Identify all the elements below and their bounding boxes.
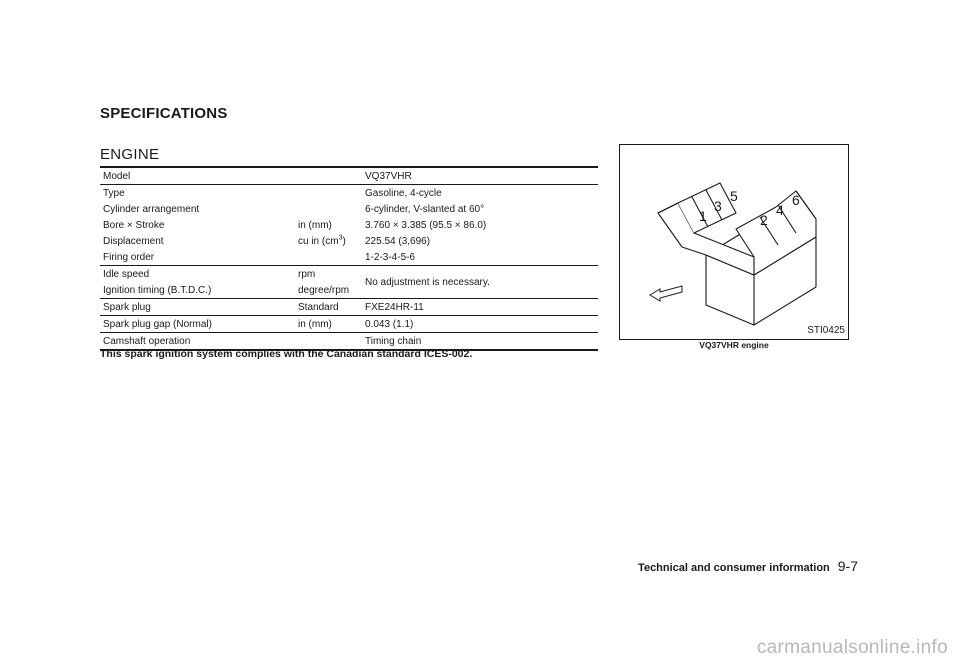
spec-unit (298, 233, 365, 249)
cylinder-label: 5 (730, 188, 738, 204)
spec-value: FXE24HR-11 (365, 299, 598, 316)
spec-value: Timing chain (365, 333, 598, 351)
spec-unit: degree/rpm (298, 284, 350, 296)
spec-value: 0.043 (1.1) (365, 316, 598, 333)
cylinder-label: 1 (699, 208, 707, 224)
spec-unit: Standard (298, 299, 365, 316)
watermark: carmanualsonline.info (756, 637, 948, 658)
spec-item: Type (100, 185, 298, 202)
table-row (100, 316, 598, 333)
unit-suffix: ) (342, 235, 346, 247)
spec-item: Spark plug (100, 299, 298, 316)
section-title: SPECIFICATIONS (100, 105, 228, 122)
spec-unit (298, 249, 365, 266)
table-row (100, 167, 598, 185)
spec-item: Ignition timing (B.T.D.C.) (103, 284, 212, 296)
spec-item: Spark plug gap (Normal) (100, 316, 298, 333)
table-row (100, 233, 598, 249)
spec-item: Idle speed (100, 266, 298, 283)
cylinder-label: 4 (776, 202, 784, 218)
spec-unit: rpm (298, 266, 365, 283)
table-row (100, 217, 598, 233)
front-arrow-icon (650, 286, 682, 301)
page-footer (638, 558, 858, 574)
spec-value: 225.54 (3,696) (365, 235, 431, 247)
spec-value: 3.760 × 3.385 (95.5 × 86.0) (365, 219, 487, 231)
spec-item: Displacement (103, 235, 164, 247)
cylinder-label: 3 (714, 198, 722, 214)
engine-spec-table (100, 166, 598, 351)
subsection-title: ENGINE (100, 146, 160, 163)
spec-item: Cylinder arrangement (103, 203, 200, 215)
cylinder-label: 2 (760, 212, 768, 228)
table-row (100, 249, 598, 266)
table-row (100, 266, 598, 283)
chapter-title: Technical and consumer information (638, 562, 830, 574)
engine-figure (619, 144, 849, 340)
compliance-note: This spark ignition system complies with the Canadian standard ICES-002. (100, 348, 473, 360)
table-row (100, 201, 598, 217)
table-row (100, 185, 598, 202)
spec-item: Camshaft operation (100, 333, 298, 351)
spec-value: Gasoline, 4-cycle (365, 185, 598, 202)
spec-unit: in (mm) (298, 316, 365, 333)
spec-unit (298, 185, 365, 202)
spec-item: Model (100, 167, 298, 185)
spec-item: Firing order (103, 251, 155, 263)
spec-value: No adjustment is necessary. (365, 266, 598, 299)
spec-unit (298, 201, 365, 217)
cylinder-label: 6 (792, 192, 800, 208)
figure-code: STI0425 (807, 325, 845, 336)
figure-caption: VQ37VHR engine (699, 340, 769, 350)
unit-prefix: cu in (cm (298, 235, 339, 247)
spec-value: 6-cylinder, V-slanted at 60° (365, 203, 485, 215)
spec-unit: in (mm) (298, 219, 332, 231)
spec-unit (298, 167, 365, 185)
spec-item: Bore × Stroke (103, 219, 165, 231)
spec-value: 1-2-3-4-5-6 (365, 251, 416, 263)
table-row (100, 299, 598, 316)
unit-superscript: 3 (338, 234, 343, 242)
page-number: 9-7 (837, 558, 858, 574)
engine-diagram (620, 145, 848, 339)
spec-value: VQ37VHR (365, 167, 598, 185)
